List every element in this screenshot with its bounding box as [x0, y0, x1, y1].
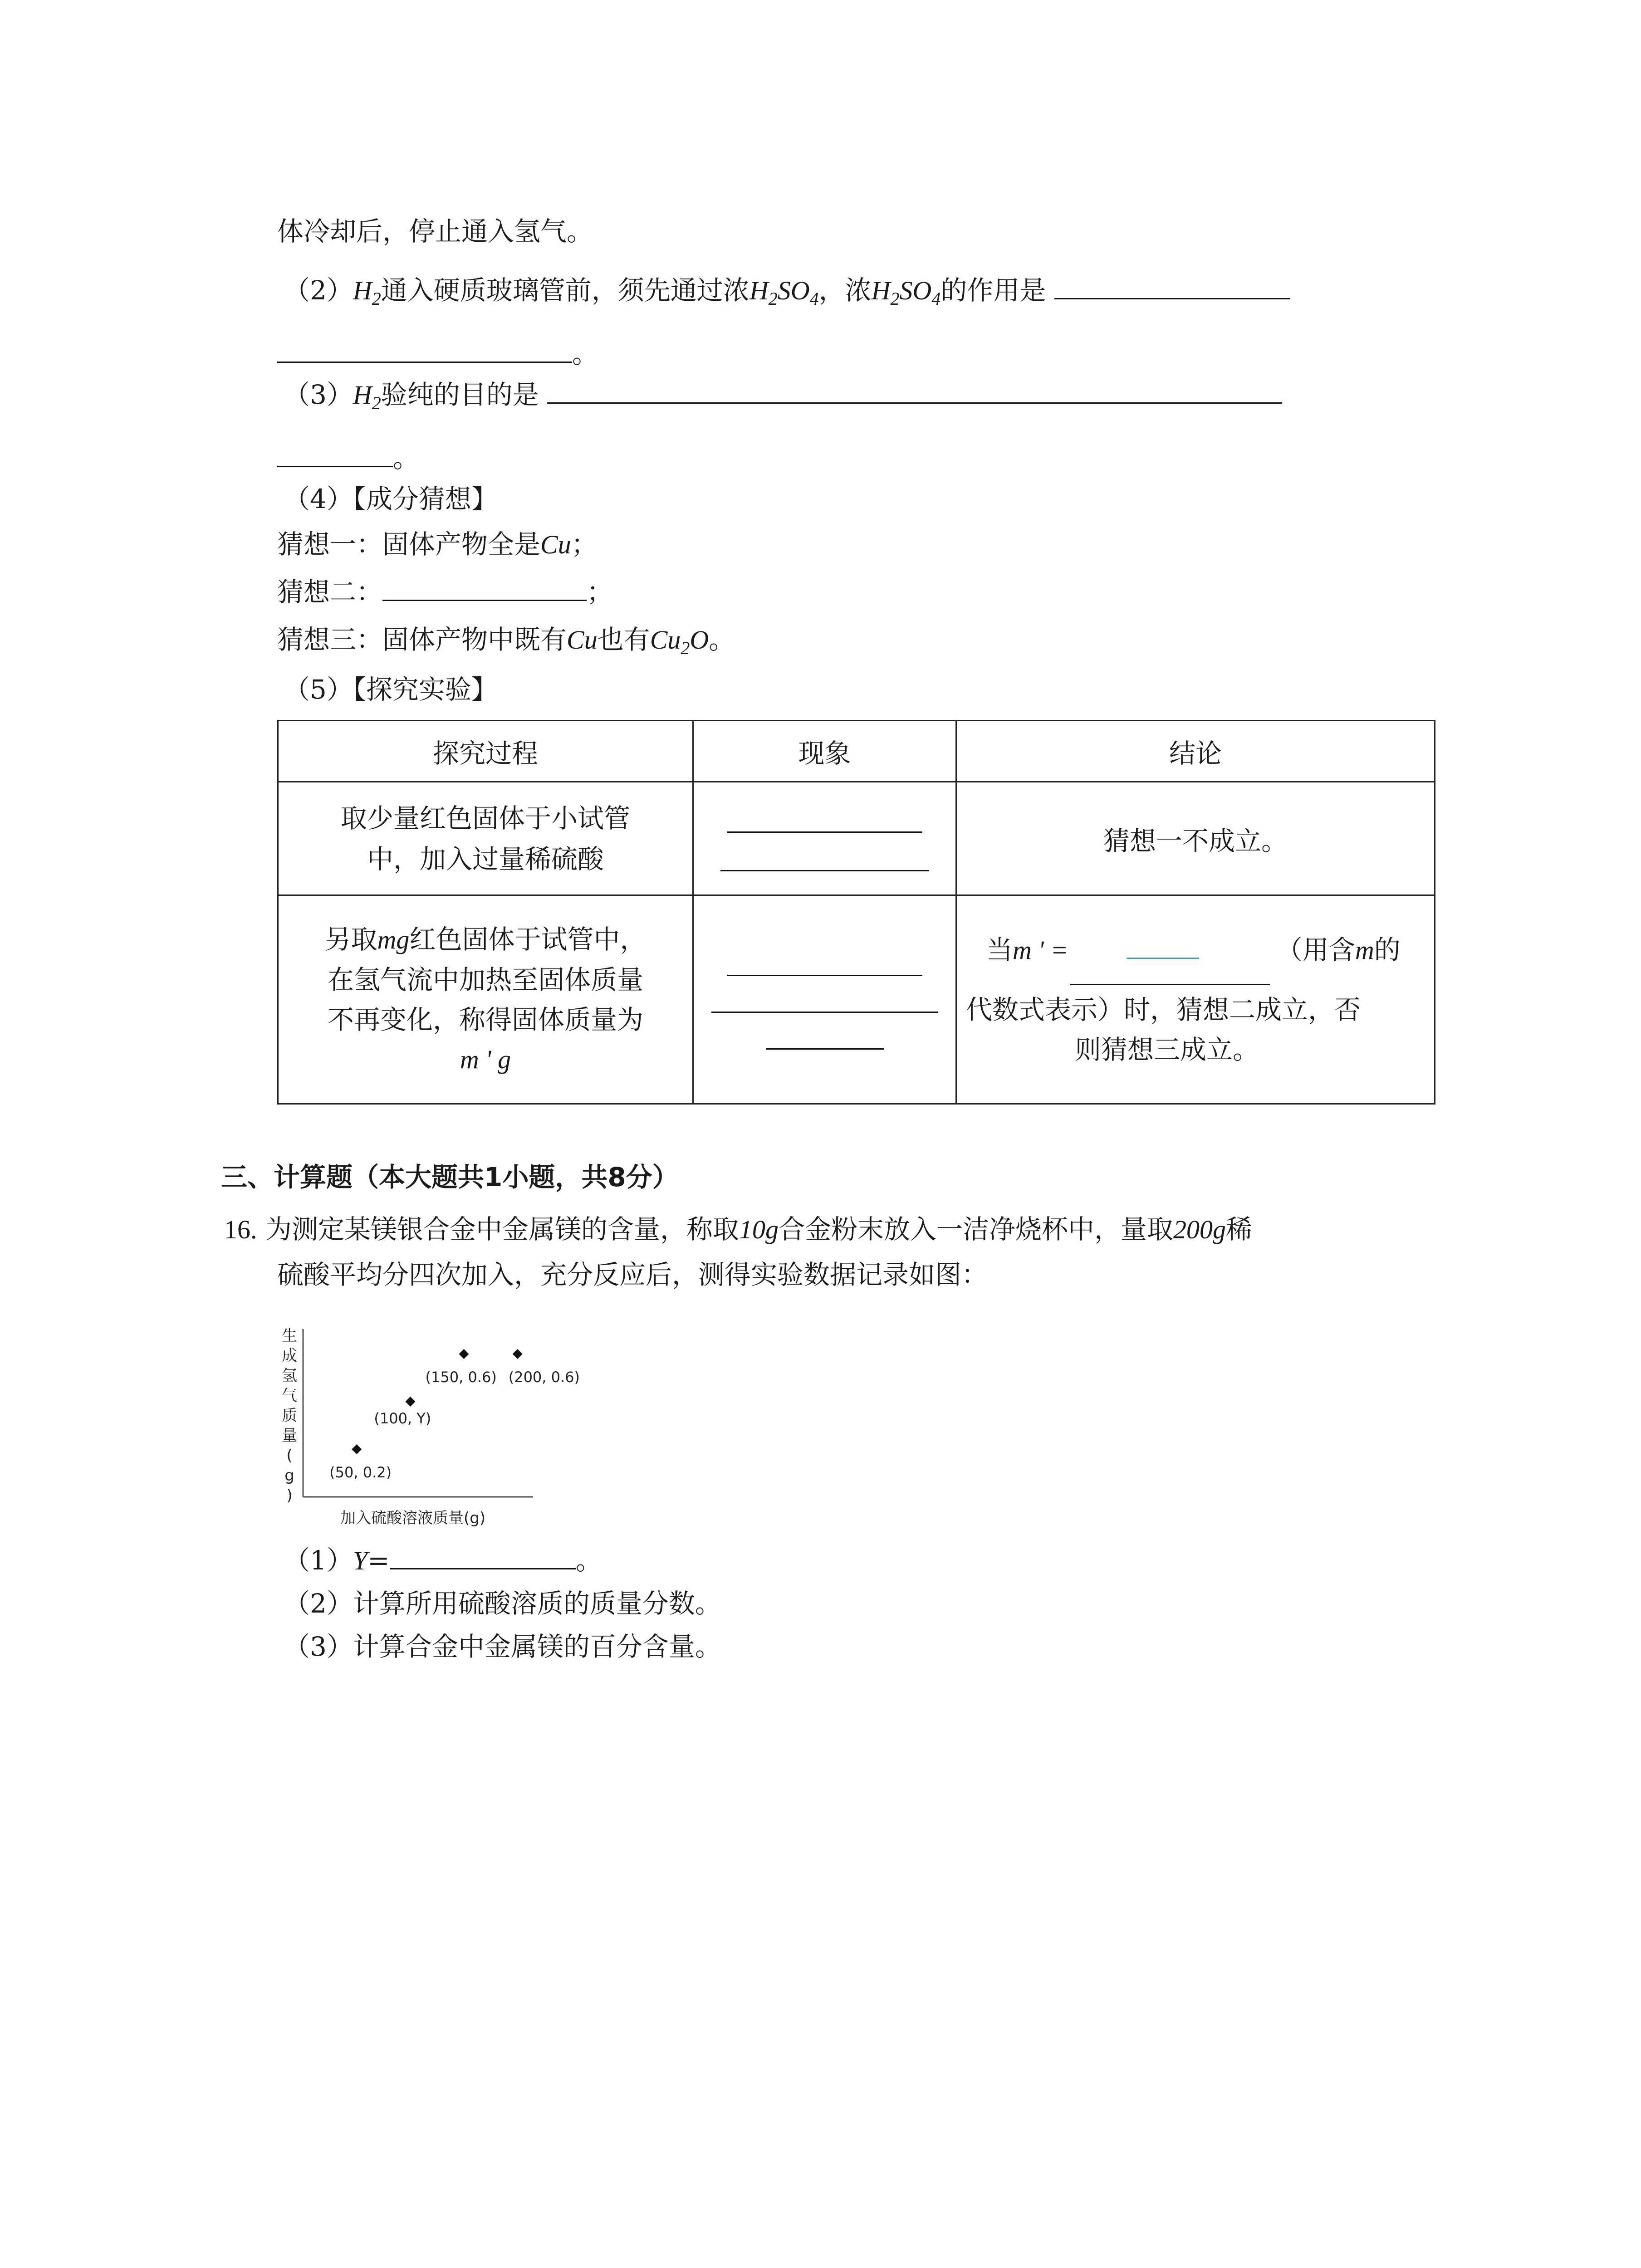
table-cell	[278, 895, 693, 1104]
formula-so: SO	[777, 276, 810, 305]
q16-text: 为测定某镁银合金中金属镁的含量，称取	[265, 1214, 739, 1245]
q16-text: 合金粉末放入一洁净烧杯中，量取	[778, 1214, 1173, 1245]
text-line-1: 体冷却后，停止通入氢气。	[277, 216, 593, 247]
semicolon: ；	[587, 577, 613, 607]
formula-h: H	[871, 276, 891, 305]
formula-h: H	[749, 276, 769, 305]
sub-question-1	[284, 1542, 602, 1579]
table-cell	[693, 895, 956, 1104]
y-axis-label-char: 成	[282, 1347, 297, 1365]
formula-so: SO	[899, 276, 932, 305]
cell-text: 在氢气流中加热至固体质量	[327, 964, 643, 995]
cell-text: 另取	[324, 924, 377, 955]
data-point-label: (50, 0.2)	[329, 1464, 392, 1481]
answer-blank[interactable]	[277, 338, 572, 363]
var-m-prime: m ' =	[1013, 935, 1068, 965]
q2-text: ，浓	[818, 275, 872, 306]
formula-o: O	[690, 625, 709, 655]
section-3-title: 三、计算题（本大题共1小题，共8分）	[221, 1162, 679, 1193]
period: 。	[393, 443, 420, 474]
table-cell: 猜想一不成立。	[956, 782, 1435, 895]
formula-sub: 2	[372, 393, 381, 413]
question-3-cont	[277, 440, 419, 476]
q2-text: 的作用是	[941, 275, 1046, 306]
formula-sub: 4	[931, 288, 941, 309]
data-point	[513, 1349, 523, 1359]
answer-blank[interactable]	[547, 379, 1282, 404]
formula-h: H	[353, 380, 372, 410]
y-axis-label-char: 质	[282, 1407, 297, 1425]
answer-blank[interactable]	[766, 1023, 884, 1050]
q2-number: （2）	[284, 275, 353, 306]
guess-2	[277, 574, 613, 610]
period: 。	[575, 1545, 602, 1576]
y-axis-label-char: 量	[282, 1427, 297, 1445]
question-5: （5）【探究实验】	[284, 674, 498, 705]
formula-sub: 4	[809, 288, 819, 309]
formula-cu: Cu	[567, 625, 598, 655]
var-m: m	[1355, 935, 1374, 965]
cell-text: 取少量红色固体于小试管	[340, 802, 630, 834]
equals: =	[367, 1545, 390, 1576]
question-16	[224, 1211, 1252, 1248]
q3-text: 验纯的目的是	[381, 379, 539, 410]
formula-cu: Cu	[540, 530, 571, 559]
q16-text: 稀	[1225, 1214, 1252, 1245]
cell-text: 中，加入过量稀硫酸	[367, 843, 604, 875]
formula-sub: 2	[372, 288, 381, 309]
y-axis-label-char: 生	[282, 1327, 297, 1345]
guess-3	[277, 621, 735, 666]
question-16-cont: 硫酸平均分四次加入，充分反应后，测得实验数据记录如图：	[277, 1259, 988, 1290]
question-4: （4）【成分猜想】	[284, 484, 498, 514]
x-axis-label: 加入硫酸溶液质量(g)	[340, 1509, 486, 1527]
cell-text	[279, 919, 692, 960]
guess-2-text: 猜想二：	[277, 577, 383, 607]
y-axis-label-char: 气	[282, 1387, 297, 1405]
cell-text: 当	[986, 934, 1013, 965]
data-point	[405, 1397, 415, 1407]
period: 。	[709, 624, 735, 655]
answer-blank[interactable]	[1070, 970, 1270, 985]
q16-value: 200g	[1173, 1215, 1226, 1244]
answer-blank[interactable]	[1127, 939, 1199, 959]
formula-cu: Cu	[650, 625, 681, 655]
q16-value: 10g	[739, 1215, 779, 1244]
y-axis-label-char: g	[284, 1466, 294, 1485]
data-point-label: (100, Y)	[374, 1410, 431, 1427]
question-2	[284, 272, 1290, 317]
cell-text: 红色固体于试管中，	[409, 924, 647, 955]
q16-number: 16.	[224, 1215, 257, 1244]
semicolon: ；	[571, 529, 598, 560]
hydrogen-chart	[281, 1325, 580, 1533]
table-cell	[956, 895, 1435, 1104]
formula-h: H	[353, 276, 372, 305]
answer-blank[interactable]	[382, 576, 587, 601]
sub-question-3: （3）计算合金中金属镁的百分含量。	[284, 1631, 721, 1662]
q3-number: （3）	[284, 379, 353, 410]
answer-blank[interactable]	[390, 1545, 576, 1569]
cell-text: 代数式表示）时，猜想二成立，否	[966, 994, 1361, 1025]
guess-1-text: 猜想一：固体产物全是	[277, 529, 541, 560]
cell-text	[966, 930, 1434, 970]
data-point	[459, 1349, 469, 1359]
var-y: Y	[353, 1546, 368, 1575]
q2-text: 通入硬质玻璃管前，须先通过浓	[381, 275, 749, 306]
table-cell	[278, 782, 693, 895]
formula-sub: 2	[768, 288, 778, 309]
guess-3-text: 猜想三：固体产物中既有	[277, 624, 567, 655]
data-point-label: (200, 0.6)	[508, 1369, 580, 1386]
guess-1	[277, 526, 598, 563]
sub-question-2: （2）计算所用硫酸溶质的质量分数。	[284, 1588, 721, 1619]
answer-blank[interactable]	[727, 806, 922, 833]
question-3	[284, 376, 1282, 421]
experiment-table	[277, 720, 1435, 1105]
var-m: mg	[377, 925, 410, 954]
answer-blank[interactable]	[1054, 274, 1290, 299]
y-axis-label-char: 氢	[282, 1367, 297, 1385]
answer-blank[interactable]	[277, 442, 393, 467]
cell-text: 的	[1374, 934, 1401, 965]
period: 。	[572, 338, 599, 369]
answer-blank[interactable]	[711, 986, 938, 1013]
table-header: 探究过程	[278, 721, 693, 782]
formula-sub: 2	[681, 638, 690, 658]
y-axis-label-char: (	[286, 1447, 293, 1465]
cell-text: （用含	[1276, 934, 1355, 965]
cell-text: 不再变化，称得固体质量为	[327, 1004, 643, 1035]
question-2-cont	[277, 336, 598, 372]
guess-3-text: 也有	[597, 624, 650, 655]
sub1-number: （1）	[284, 1545, 353, 1576]
cell-text: m ' g	[460, 1045, 511, 1074]
table-header: 结论	[956, 721, 1435, 782]
answer-blank[interactable]	[720, 845, 929, 871]
y-axis-label	[282, 1327, 297, 1505]
data-point-label: (150, 0.6)	[425, 1369, 497, 1386]
y-axis-label-char: )	[286, 1486, 293, 1505]
formula-sub: 2	[890, 288, 900, 309]
table-cell	[693, 782, 956, 895]
data-point	[352, 1444, 362, 1454]
table-header: 现象	[693, 721, 956, 782]
answer-blank[interactable]	[727, 949, 922, 976]
cell-text: 则猜想三成立。	[1075, 1034, 1259, 1065]
